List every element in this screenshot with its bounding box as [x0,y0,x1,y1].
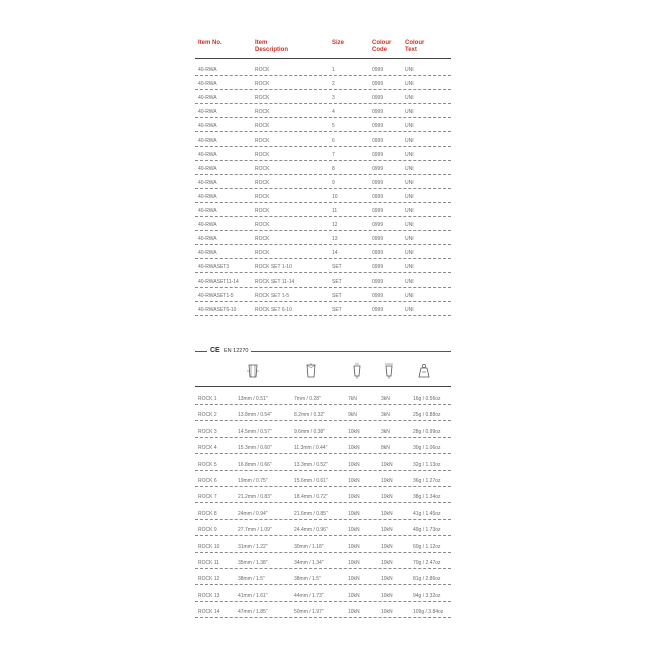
cell-model: ROCK 2 [198,412,217,419]
table-row [195,438,451,454]
cell-model: ROCK 8 [198,510,217,517]
cell-strength-a: 10kN [348,510,360,517]
cell-strength-b: 10kN [381,543,393,550]
cell-strength-b: 3kN [381,396,390,403]
cell-colour-code: 0999 [372,292,384,299]
cell-description: ROCK SET 11-14 [255,278,295,285]
divider [195,351,207,352]
table-row [195,231,451,245]
spec-table-body [195,389,451,618]
cell-width: 13mm / 0.51" [238,396,268,403]
cell-description: ROCK [255,95,270,102]
cell-weight: 70g / 2.47oz [413,559,441,566]
cell-description: ROCK [255,109,270,116]
header-item-description [255,40,288,54]
table-row [195,487,451,503]
cell-description: ROCK [255,67,270,74]
cell-size: 2 [332,81,335,88]
cell-width: 16.8mm / 0.66" [238,461,272,468]
cell-model: ROCK 14 [198,609,220,616]
table-row [195,147,451,161]
table-row [195,118,451,132]
cell-depth: 24.4mm / 0.96" [294,527,328,534]
order-table-body [195,62,451,316]
table-row [195,421,451,437]
cell-colour-text: UNI [405,165,414,172]
header-item-no: Item No. [198,40,222,46]
order-table [195,34,451,316]
cell-colour-code: 0999 [372,278,384,285]
cell-colour-code: 0999 [372,250,384,257]
cell-colour-text: UNI [405,236,414,243]
cell-strength-b: 10kN [381,576,393,583]
cell-size: 4 [332,109,335,116]
cell-colour-text: UNI [405,67,414,74]
table-row [195,454,451,470]
cell-size: SET [332,278,342,285]
strength-icon-a [349,362,365,380]
cell-colour-code: 0999 [372,109,384,116]
cell-width: 38mm / 1.5" [238,576,265,583]
cell-width: 19mm / 0.75" [238,478,268,485]
cell-weight: 36g / 1.27oz [413,478,441,485]
cell-item-no: 40-RWA [198,222,217,229]
cell-colour-code: 0999 [372,137,384,144]
cell-strength-b: 10kN [381,609,393,616]
product-sheet [195,34,451,618]
cell-description: ROCK SET 1-10 [255,264,292,271]
table-row [195,90,451,104]
cell-width: 47mm / 1.85" [238,609,268,616]
table-row [195,585,451,601]
cell-depth: 11.3mm / 0.44" [294,445,328,452]
cell-width: 14.5mm / 0.57" [238,428,272,435]
table-row [195,62,451,76]
table-row [195,203,451,217]
cell-model: ROCK 13 [198,592,220,599]
cell-model: ROCK 11 [198,559,220,566]
cell-colour-text: UNI [405,278,414,285]
cell-item-no: 40-RWA [198,179,217,186]
cell-item-no: 40-RWA [198,137,217,144]
cell-strength-b: 10kN [381,592,393,599]
spec-table-icons [195,356,451,387]
table-row [195,132,451,146]
cell-strength-a: 10kN [348,609,360,616]
cell-description: ROCK [255,165,270,172]
cell-description: ROCK SET 1-5 [255,292,290,299]
ce-mark: CE [210,346,220,354]
cell-colour-code: 0999 [372,193,384,200]
cell-strength-a: 10kN [348,461,360,468]
cell-model: ROCK 3 [198,428,217,435]
cell-weight: 38g / 1.34oz [413,494,441,501]
cell-strength-a: 10kN [348,428,360,435]
cell-item-no: 40-RWA [198,95,217,102]
cell-colour-text: UNI [405,179,414,186]
table-row [195,76,451,90]
cell-colour-text: UNI [405,264,414,271]
cell-description: ROCK [255,179,270,186]
cell-strength-b: 10kN [381,510,393,517]
cell-colour-code: 0999 [372,165,384,172]
cell-description: ROCK [255,81,270,88]
cell-item-no: 40-RWA [198,81,217,88]
cell-item-no: 40-RWA [198,109,217,116]
cell-size: 3 [332,95,335,102]
cell-size: SET [332,264,342,271]
standard-line [195,346,451,356]
cell-size: 5 [332,123,335,130]
cell-weight: 81g / 2.86oz [413,576,441,583]
cell-colour-text: UNI [405,208,414,215]
cell-size: 1 [332,67,335,74]
table-row [195,520,451,536]
cell-weight: 28g / 0.99oz [413,428,441,435]
cell-strength-b: 3kN [381,428,390,435]
cell-colour-code: 0999 [372,151,384,158]
cell-colour-text: UNI [405,222,414,229]
cell-description: ROCK [255,123,270,130]
cell-colour-code: 0999 [372,81,384,88]
table-row [195,161,451,175]
header-size: Size [332,40,345,46]
cell-size: SET [332,292,342,299]
cell-colour-text: UNI [405,151,414,158]
cell-width: 13.8mm / 0.54" [238,412,272,419]
cell-item-no: 40-RWASET1-5 [198,292,234,299]
cell-item-no: 40-RWA [198,165,217,172]
cell-colour-code: 0999 [372,123,384,130]
cell-size: 9 [332,179,335,186]
header-colour-text-line2: Text [405,47,417,53]
cell-model: ROCK 12 [198,576,220,583]
cell-depth: 13.3mm / 0.52" [294,461,328,468]
cell-strength-b: 3kN [381,412,390,419]
cell-strength-a: 7kN [348,396,357,403]
header-colour-code-line1: Colour [372,40,392,46]
table-row [195,189,451,203]
cell-model: ROCK 9 [198,527,217,534]
cell-colour-text: UNI [405,250,414,257]
cell-size: 6 [332,137,335,144]
table-row [195,553,451,569]
cell-item-no: 40-RWASET11-14 [198,278,239,285]
cell-depth: 21.6mm / 0.85" [294,510,328,517]
cell-colour-code: 0999 [372,95,384,102]
table-row [195,471,451,487]
cell-width: 41mm / 1.61" [238,592,268,599]
cell-description: ROCK SET 6-10 [255,306,292,313]
cell-strength-a: 10kN [348,559,360,566]
cell-item-no: 40-RWA [198,236,217,243]
cell-description: ROCK [255,208,270,215]
cell-colour-text: UNI [405,292,414,299]
cell-strength-a: 10kN [348,445,360,452]
cell-size: SET [332,306,342,313]
cell-item-no: 40-RWA [198,250,217,257]
header-colour-code [372,40,391,54]
norm-label: EN 12270 [224,347,249,354]
cell-colour-code: 0999 [372,179,384,186]
cell-depth: 8.2mm / 0.32" [294,412,325,419]
table-row [195,273,451,287]
header-colour-text-line1: Colour [405,40,425,46]
cell-width: 24mm / 0.94" [238,510,268,517]
cell-size: 14 [332,250,338,257]
cell-colour-text: UNI [405,137,414,144]
cell-item-no: 40-RWA [198,123,217,130]
cell-depth: 34mm / 1.34" [294,559,324,566]
cell-depth: 38mm / 1.5" [294,576,321,583]
cell-weight: 49g / 1.73oz [413,527,441,534]
cell-strength-b: 10kN [381,494,393,501]
cell-description: ROCK [255,250,270,257]
cell-size: 13 [332,236,338,243]
cell-item-no: 40-RWA [198,67,217,74]
table-row [195,602,451,618]
table-row [195,104,451,118]
cell-description: ROCK [255,222,270,229]
cell-weight: 25g / 0.88oz [413,412,441,419]
spec-table [195,356,451,618]
cell-model: ROCK 10 [198,543,220,550]
cell-width: 15.3mm / 0.60" [238,445,272,452]
cell-weight: 16g / 0.56oz [413,396,441,403]
cell-colour-text: UNI [405,306,414,313]
cell-weight: 41g / 1.45oz [413,510,441,517]
cell-model: ROCK 7 [198,494,217,501]
table-row [195,405,451,421]
cell-strength-a: 10kN [348,576,360,583]
header-colour-code-line2: Code [372,47,387,53]
cell-depth: 18.4mm / 0.72" [294,494,328,501]
table-row [195,536,451,552]
cell-strength-a: 10kN [348,543,360,550]
cell-size: 12 [332,222,338,229]
cell-description: ROCK [255,151,270,158]
cell-colour-code: 0999 [372,222,384,229]
cell-depth: 30mm / 1.18" [294,543,324,550]
divider [251,351,451,352]
cell-depth: 7mm / 0.28" [294,396,321,403]
cell-weight: 30g / 1.06oz [413,445,441,452]
cell-description: ROCK [255,137,270,144]
cell-item-no: 40-RWA [198,193,217,200]
cell-colour-text: UNI [405,109,414,116]
cell-strength-b: 10kN [381,527,393,534]
nut-width-icon [245,362,261,380]
nut-depth-icon [303,362,319,380]
cell-description: ROCK [255,193,270,200]
cell-weight: 109g / 3.84oz [413,609,444,616]
cell-colour-code: 0999 [372,264,384,271]
table-row [195,302,451,316]
cell-item-no: 40-RWA [198,208,217,215]
table-row [195,217,451,231]
weight-icon [416,362,432,380]
table-row [195,245,451,259]
cell-width: 35mm / 1.38" [238,559,268,566]
cell-strength-b: 10kN [381,559,393,566]
cell-strength-b: 10kN [381,478,393,485]
cell-colour-code: 0999 [372,306,384,313]
table-row [195,503,451,519]
table-row [195,259,451,273]
cell-colour-text: UNI [405,123,414,130]
cell-weight: 32g / 1.13oz [413,461,441,468]
cell-model: ROCK 4 [198,445,217,452]
cell-size: 8 [332,165,335,172]
cell-strength-b: 10kN [381,461,393,468]
cell-colour-code: 0999 [372,236,384,243]
strength-icon-b [381,362,397,380]
table-row [195,569,451,585]
cell-width: 21.2mm / 0.83" [238,494,272,501]
cell-model: ROCK 5 [198,461,217,468]
cell-depth: 9.6mm / 0.38" [294,428,325,435]
header-item-description-line1: Item [255,40,268,46]
cell-strength-a: 9kN [348,412,357,419]
cell-description: ROCK [255,236,270,243]
cell-strength-a: 10kN [348,494,360,501]
cell-strength-a: 10kN [348,527,360,534]
cell-item-no: 40-RWASET3 [198,264,230,271]
cell-strength-b: 8kN [381,445,390,452]
cell-size: 11 [332,208,338,215]
cell-strength-a: 10kN [348,592,360,599]
cell-depth: 50mm / 1.97" [294,609,324,616]
cell-size: 10 [332,193,338,200]
cell-item-no: 40-RWA [198,151,217,158]
cell-colour-code: 0999 [372,208,384,215]
table-row [195,288,451,302]
cell-colour-text: UNI [405,193,414,200]
cell-depth: 44mm / 1.73" [294,592,324,599]
header-item-description-line2: Description [255,47,289,53]
cell-depth: 15.6mm / 0.61" [294,478,328,485]
cell-width: 31mm / 1.22" [238,543,268,550]
cell-width: 27.7mm / 1.09" [238,527,272,534]
cell-colour-text: UNI [405,81,414,88]
header-colour-text [405,40,424,54]
cell-weight: 60g / 1.12oz [413,543,441,550]
cell-strength-a: 10kN [348,478,360,485]
cell-item-no: 40-RWASET6-10 [198,306,237,313]
cell-weight: 94g / 3.32oz [413,592,441,599]
table-row [195,389,451,405]
cell-colour-text: UNI [405,95,414,102]
cell-model: ROCK 1 [198,396,217,403]
cell-size: 7 [332,151,335,158]
table-row [195,175,451,189]
cell-colour-code: 0999 [372,67,384,74]
cell-model: ROCK 6 [198,478,217,485]
order-table-header [195,34,451,59]
